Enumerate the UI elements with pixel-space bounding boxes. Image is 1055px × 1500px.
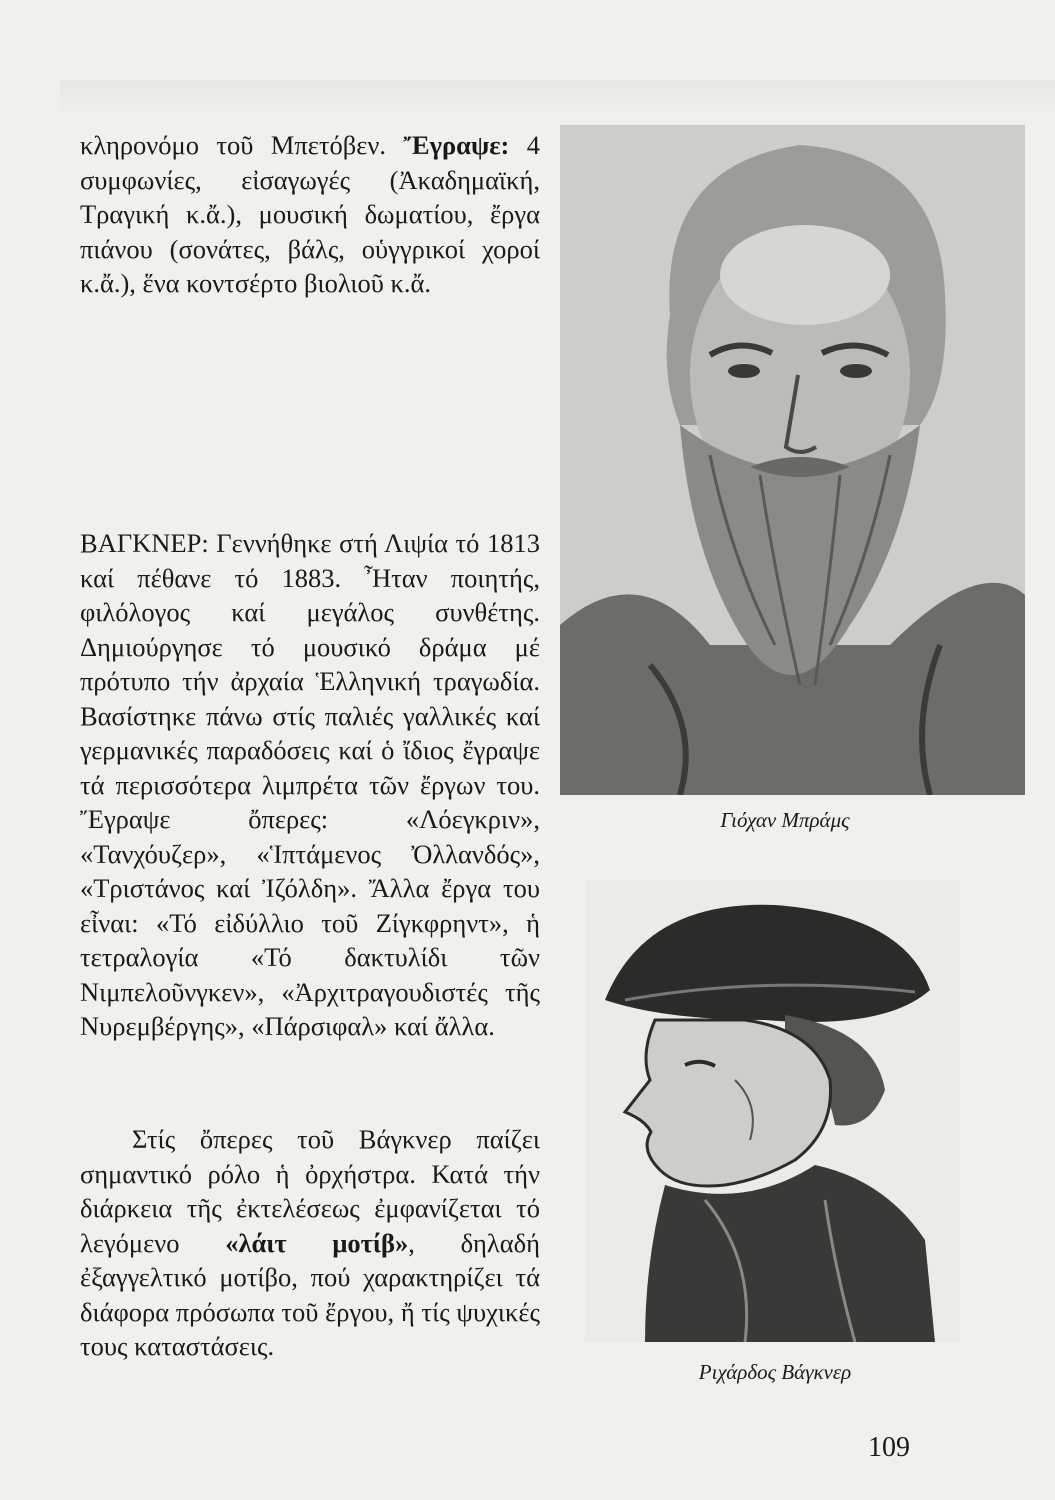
brahms-caption: Γιόχαν Μπράμς bbox=[720, 808, 850, 832]
bold-term: Ἔγραψε: bbox=[403, 130, 510, 160]
wagner-bio-text: ΒΑΓΚΝΕΡ: Γεννήθηκε στή Λιψία τό 1813 καί πέθανε τό 1883. Ἦταν ποιητής, φιλόλογος καί μεγάλος συνθέτης. Δημιούργησε τό μουσικό δράμα μέ πρότυπο τήν ἀρχαία Ἑλληνική τραγωδία. Βασίστηκε πάνω στίς παλιές γαλλικές καί γερμανικές παραδόσεις καί ὁ ἴδιος ἔγραψε τά περισσότερα λιμπρέτα τῶν ἔργων του. Ἔγραψε ὄπερες: «Λόεγκριν», «Τανχόυζερ», «Ἱπτάμενος Ὀλλανδός», «Τριστάνος καί Ἰζόλδη». Ἄλλα ἔργα του εἶναι: «Τό εἰδύλλιο τοῦ Ζίγκφρηντ», ἡ τετραλογία «Τό δακτυλίδι τῶν Νιμπελοῦνγκεν», «Ἀρχιτραγουδιστές τῆς Νυρεμβέργης», «Πάρσιφαλ» καί ἄλλα. bbox=[80, 528, 540, 1041]
wagner-caption: Ριχάρδος Βάγκνερ bbox=[698, 1360, 852, 1384]
text-run: κληρονόμο τοῦ Μπετόβεν. bbox=[80, 130, 404, 160]
page-number: 109 bbox=[868, 1432, 910, 1463]
brahms-works-paragraph bbox=[80, 128, 540, 301]
brahms-portrait bbox=[560, 125, 1025, 795]
wagner-portrait bbox=[585, 880, 960, 1342]
leitmotif-paragraph bbox=[80, 1122, 540, 1364]
wagner-bio-paragraph bbox=[80, 526, 540, 1044]
facing-page-bleed bbox=[60, 80, 1055, 120]
bold-term: «λάιτ μοτίβ» bbox=[225, 1227, 409, 1258]
text-run: , δηλαδή ἐξαγγελτικό μοτίβο, πού χαρακτηρίζει τά διάφορα πρόσωπα τοῦ ἔργου, ἤ τίς ψυχικές τους καταστάσεις. bbox=[80, 1227, 540, 1361]
text-run: Στίς ὄπερες τοῦ Βάγκνερ παίζει σημαντικό ρόλο ἡ ὀρχήστρα. Κατά τήν διάρκεια τῆς ἐκτελέσεως ἐμφανίζεται τό λεγόμενο bbox=[80, 1124, 540, 1258]
text-run: 4 συμφωνίες, εἰσαγωγές (Ἀκαδημαϊκή, Τραγική κ.ἄ.), μουσική δωματίου, ἔργα πιάνου (σονάτες, βάλς, οὑγγρικοί χοροί κ.ἄ.), ἕνα κοντσέρτο βιολιοῦ κ.ἄ. bbox=[80, 130, 541, 298]
